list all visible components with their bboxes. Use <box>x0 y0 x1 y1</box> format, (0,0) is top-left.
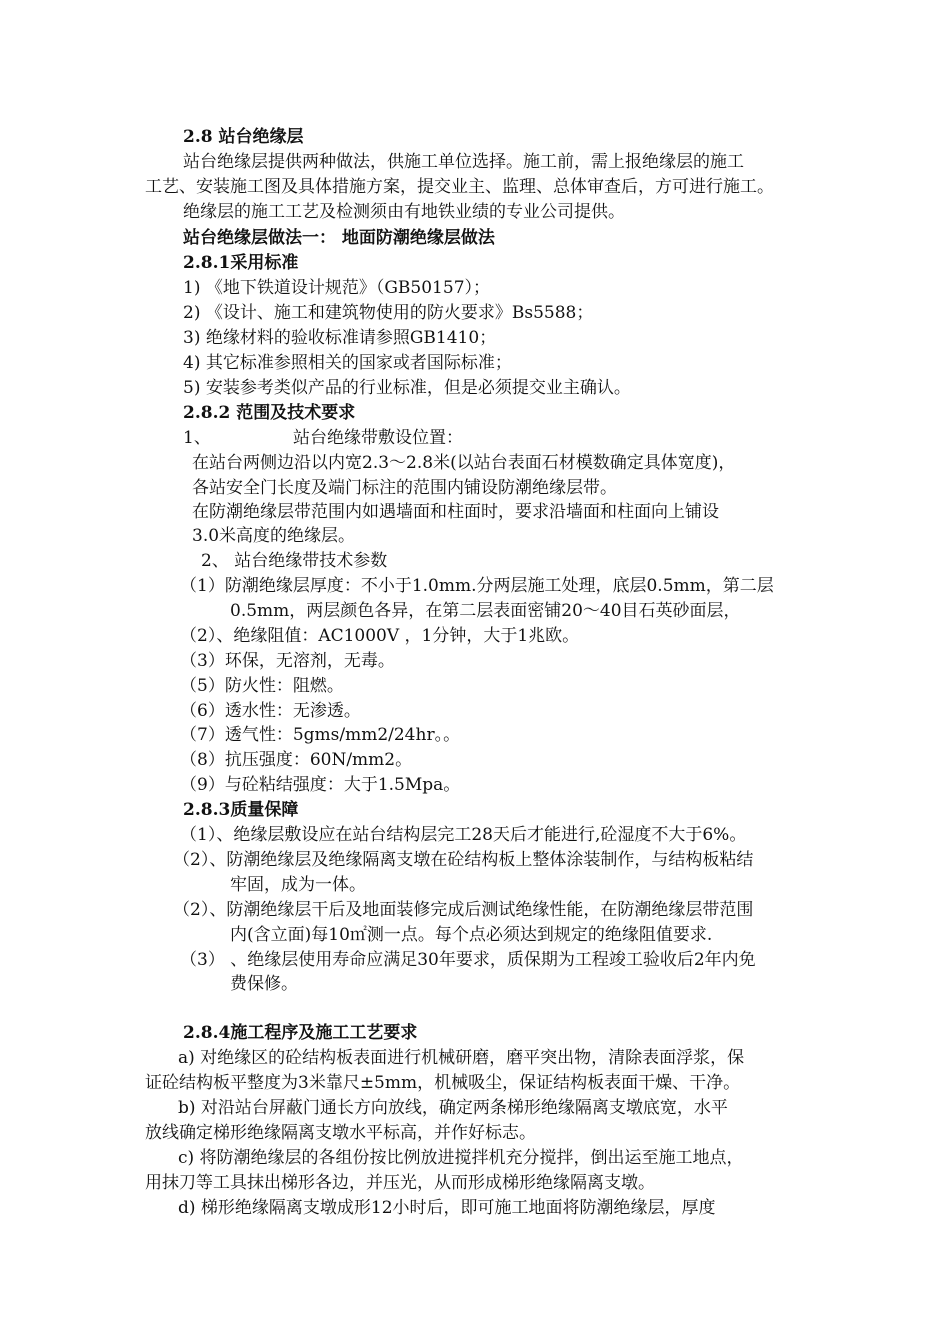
s281-item-5: 5) 安装参考类似产品的行业标准，但是必须提交业主确认。 <box>183 378 631 398</box>
s284-line-4: 放线确定梯形绝缘隔离支墩水平标高，并作好标志。 <box>145 1123 536 1143</box>
param-6: （6）透水性：无渗透。 <box>180 701 361 721</box>
s283-line-5: 内(含立面)每10㎡测一点。每个点必须达到规定的绝缘阻值要求. <box>230 925 713 945</box>
s284-line-1: a) 对绝缘区的砼结构板表面进行机械研磨，磨平突出物，清除表面浮浆，保 <box>178 1048 745 1068</box>
s281-item-4: 4) 其它标准参照相关的国家或者国际标准； <box>183 353 512 373</box>
s283-line-2: （2）、防潮绝缘层及绝缘隔离支墩在砼结构板上整体涂装制作，与结构板粘结 <box>173 850 754 870</box>
param-9: （9）与砼粘结强度：大于1.5Mpa。 <box>180 775 461 795</box>
s284-line-6: 用抹刀等工具抹出梯形各边，并压光，从而形成梯形绝缘隔离支墩。 <box>145 1173 655 1193</box>
method1-heading: 站台绝缘层做法一： 地面防潮绝缘层做法 <box>183 228 495 248</box>
s283-line-3: 牢固，成为一体。 <box>230 875 366 895</box>
s283-line-4: （2）、防潮绝缘层干后及地面装修完成后测试绝缘性能，在防潮绝缘层带范围 <box>173 900 754 920</box>
param-1-cont: 0.5mm，两层颜色各异，在第二层表面密铺20～40目石英砂面层， <box>230 601 741 621</box>
s283-line-6: （3） 、绝缘层使用寿命应满足30年要求，质保期为工程竣工验收后2年内免 <box>180 950 756 970</box>
s284-title: 2.8.4施工程序及施工工艺要求 <box>183 1023 418 1043</box>
section-title: 2.8 站台绝缘层 <box>183 127 304 147</box>
param-3: （3）环保，无溶剂，无毒。 <box>180 651 395 671</box>
s282-p1-line-3: 在防潮绝缘层带范围内如遇墙面和柱面时，要求沿墙面和柱面向上铺设 <box>192 502 719 522</box>
s283-line-1: （1）、绝缘层敷设应在站台结构层完工28天后才能进行,砼湿度不大于6%。 <box>180 825 747 845</box>
param-5: （5）防火性：阻燃。 <box>180 676 344 696</box>
s283-line-7: 费保修。 <box>230 974 298 994</box>
intro-line-2: 工艺、安装施工图及具体措施方案，提交业主、监理、总体审查后，方可进行施工。 <box>145 177 774 197</box>
s282-p2-head: 2、 站台绝缘带技术参数 <box>201 551 388 571</box>
s282-title: 2.8.2 范围及技术要求 <box>183 403 356 423</box>
param-8: （8）抗压强度：60N/mm2。 <box>180 750 413 770</box>
intro-line-1: 站台绝缘层提供两种做法，供施工单位选择。施工前，需上报绝缘层的施工 <box>183 152 744 172</box>
s282-p1-line-1: 在站台两侧边沿以内宽2.3～2.8米(以站台表面石材模数确定具体宽度)， <box>192 453 736 473</box>
s284-line-7: d) 梯形绝缘隔离支墩成形12小时后，即可施工地面将防潮绝缘层，厚度 <box>178 1198 716 1218</box>
s284-line-2: 证砼结构板平整度为3米靠尺±5mm，机械吸尘，保证结构板表面干燥、干净。 <box>145 1073 741 1093</box>
s282-p1-head: 站台绝缘带敷设位置： <box>293 428 463 448</box>
param-1: （1）防潮绝缘层厚度：不小于1.0mm.分两层施工处理，底层0.5mm，第二层 <box>180 576 774 596</box>
s281-item-3: 3) 绝缘材料的验收标准请参照GB1410； <box>183 328 497 348</box>
s284-line-5: c) 将防潮绝缘层的各组份按比例放进搅拌机充分搅拌，倒出运至施工地点， <box>178 1148 744 1168</box>
s282-p1-line-4: 3.0米高度的绝缘层。 <box>192 526 356 546</box>
s284-line-3: b) 对沿站台屏蔽门通长方向放线，确定两条梯形绝缘隔离支墩底宽，水平 <box>178 1098 728 1118</box>
s281-item-1: 1) 《地下铁道设计规范》（GB50157）； <box>183 278 491 298</box>
param-2: （2）、绝缘阻值：AC1000V ，1分钟，大于1兆欧。 <box>180 626 580 646</box>
s281-item-2: 2) 《设计、施工和建筑物使用的防火要求》Bs5588； <box>183 303 594 323</box>
s282-p1-num: 1、 <box>183 428 211 448</box>
intro-line-3: 绝缘层的施工工艺及检测须由有地铁业绩的专业公司提供。 <box>183 202 625 222</box>
s282-p1-line-2: 各站安全门长度及端门标注的范围内铺设防潮绝缘层带。 <box>192 478 617 498</box>
param-7: （7）透气性：5gms/mm2/24hr。。 <box>180 725 461 745</box>
s283-title: 2.8.3质量保障 <box>183 800 299 820</box>
s281-title: 2.8.1采用标准 <box>183 253 299 273</box>
